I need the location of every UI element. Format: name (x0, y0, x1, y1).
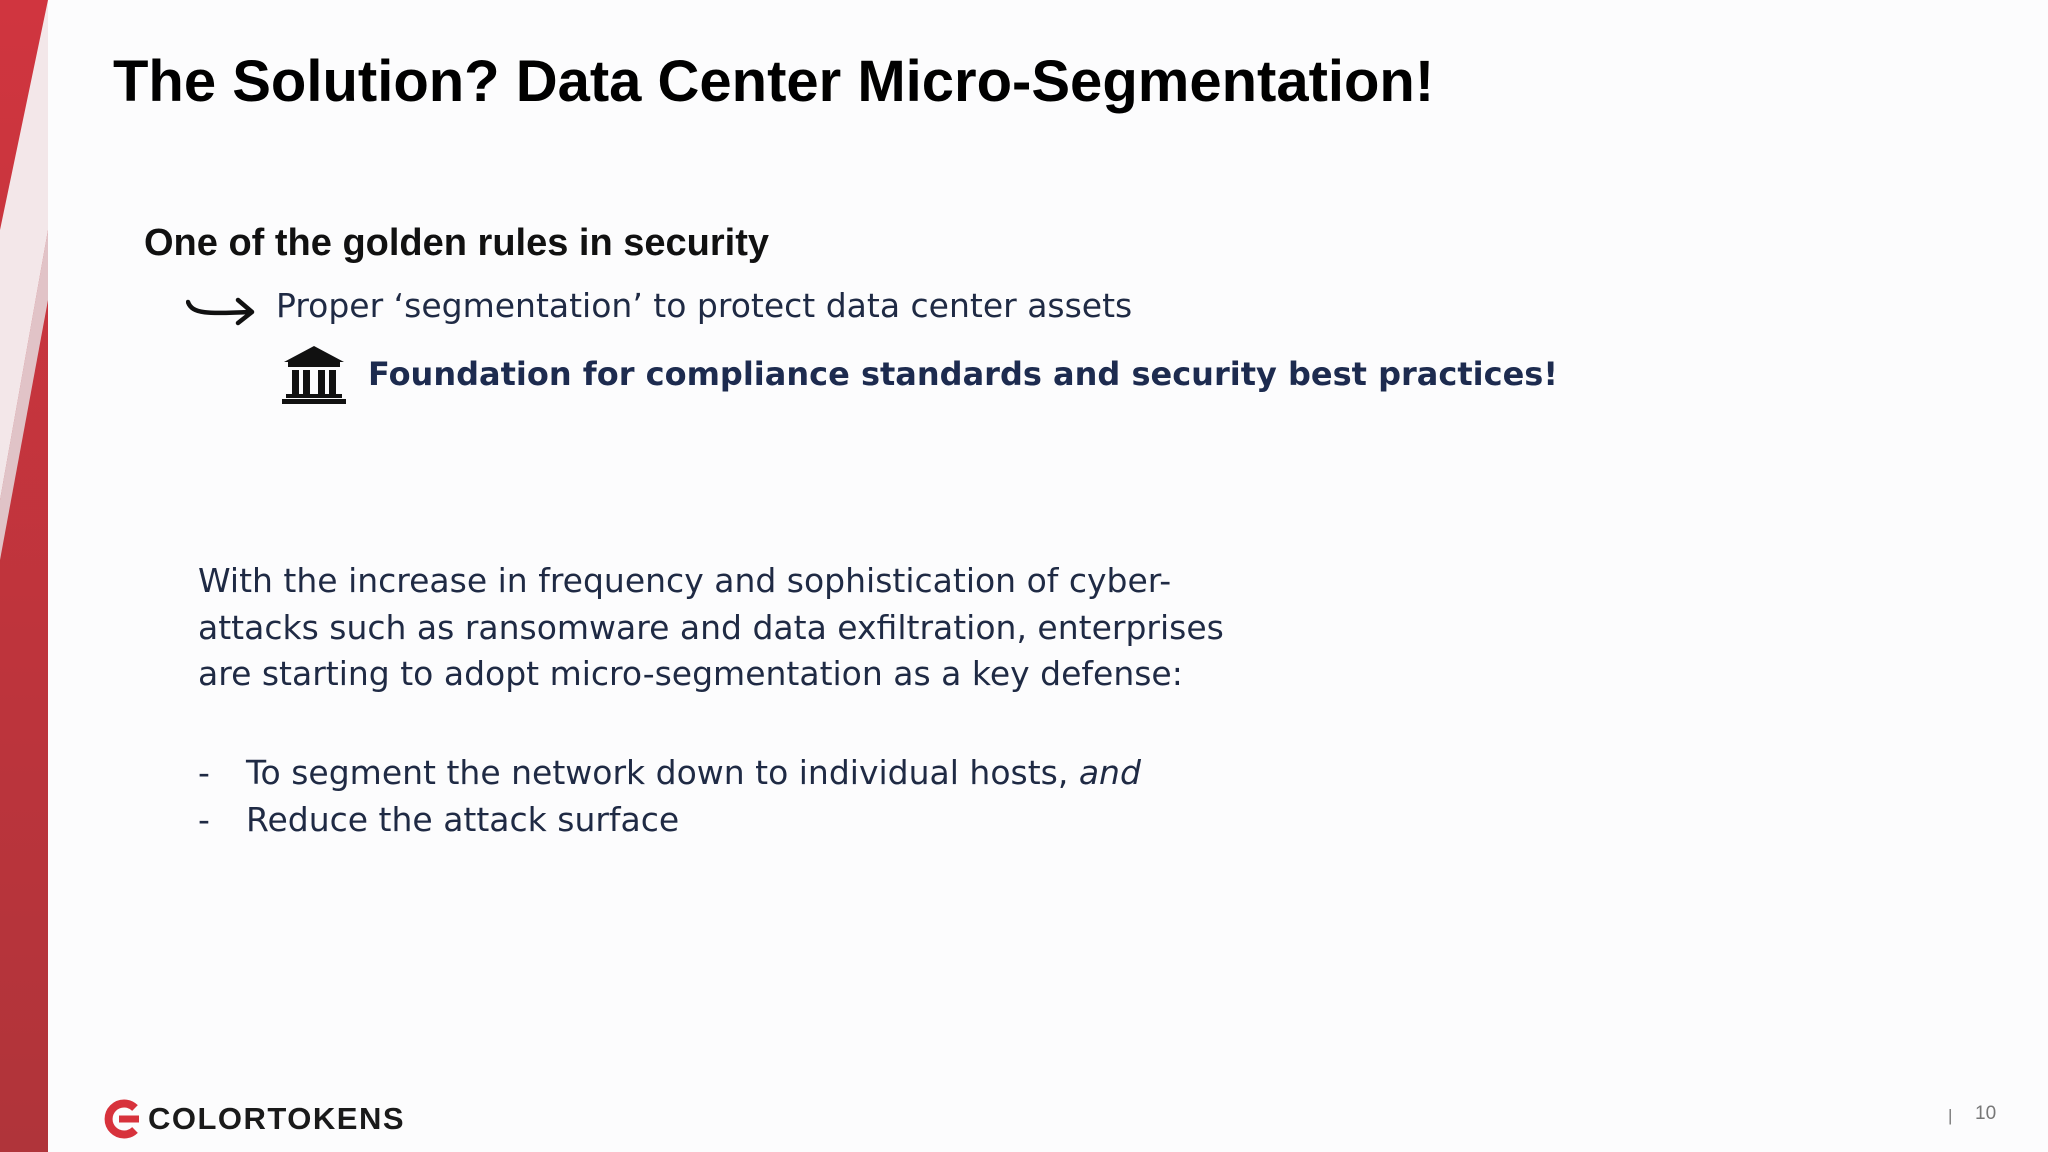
colortokens-logo (102, 1095, 405, 1143)
bullet-text-main: To segment the network down to individual hosts, (246, 753, 1079, 792)
paragraph-line: attacks such as ransomware and data exfiltration, enterprises (198, 607, 1224, 647)
colortokens-logo-icon (102, 1099, 142, 1139)
foundation-statement: Foundation for compliance standards and security best practices! (368, 355, 1558, 393)
bullet-dash: - (198, 753, 210, 792)
page-number: 10 (1975, 1103, 1997, 1124)
slide-title: The Solution? Data Center Micro-Segmentation! (113, 49, 1435, 114)
bank-building-icon (282, 344, 346, 404)
bullet-list (198, 750, 1141, 843)
body-paragraph (198, 558, 1224, 698)
decorative-red-strip (0, 0, 48, 1152)
bullet-text: Reduce the attack surface (246, 799, 680, 839)
logo-wordmark: COLORTOKENS (148, 1101, 406, 1136)
paragraph-line: With the increase in frequency and sophistication of cyber- (198, 561, 1172, 600)
slide-subtitle: One of the golden rules in security (144, 222, 769, 264)
segmentation-point-text: Proper ‘segmentation’ to protect data center assets (276, 286, 1133, 325)
curved-arrow-icon (186, 292, 260, 328)
bullet-dash: - (198, 799, 210, 839)
bullet-item (198, 797, 1141, 844)
paragraph-line: are starting to adopt micro-segmentation as a key defense: (198, 654, 1183, 693)
bullet-item (198, 750, 1141, 797)
bullet-text (246, 750, 1141, 797)
page-separator: | (1948, 1106, 1953, 1125)
bullet-emphasis: and (1078, 753, 1141, 792)
